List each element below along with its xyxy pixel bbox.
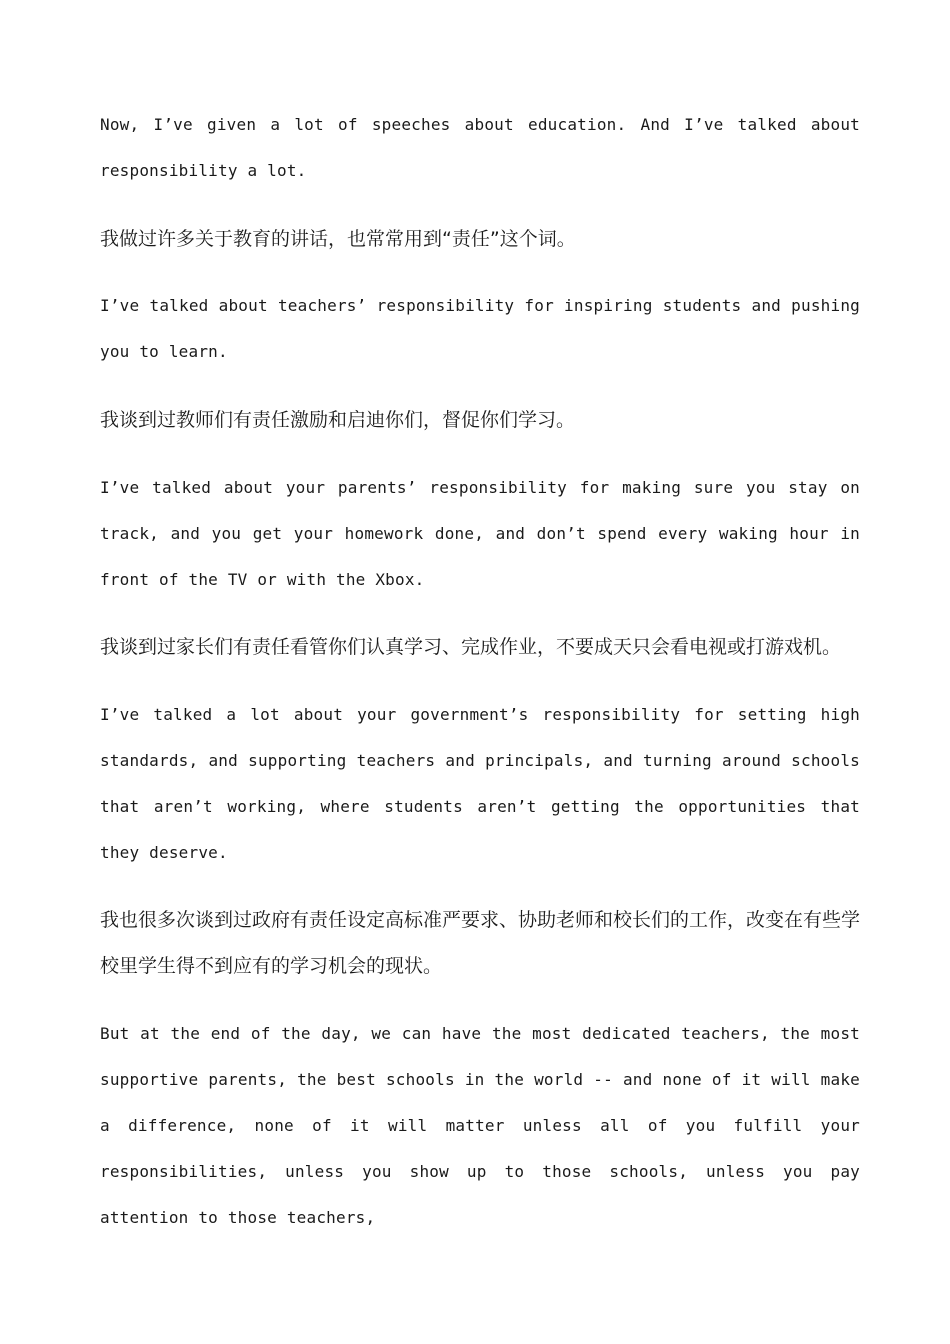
paragraph-chinese-2: 我谈到过教师们有责任激励和启迪你们，督促你们学习。: [100, 409, 576, 431]
paragraph-english-4: I’ve talked a lot about your government’s responsibility for setting high standards, and supporting teachers and principals, and turning around schools that aren’t working, where students aren’t getting the opportunities that they deserve.: [100, 705, 860, 862]
paragraph-chinese-4: 我也很多次谈到过政府有责任设定高标准严要求、协助老师和校长们的工作，改变在有些学校里学生得不到应有的学习机会的现状。: [100, 909, 861, 977]
paragraph-english-2: I’ve talked about teachers’ responsibility for inspiring students and pushing you to learn.: [100, 296, 860, 361]
paragraph-english-1: Now, I’ve given a lot of speeches about education. And I’ve talked about responsibility a lot.: [100, 115, 860, 180]
paragraph-chinese-3: 我谈到过家长们有责任看管你们认真学习、完成作业，不要成天只会看电视或打游戏机。: [100, 636, 842, 658]
paragraph-chinese-1: 我做过许多关于教育的讲话，也常常用到“责任”这个词。: [100, 228, 576, 250]
paragraph-english-5: But at the end of the day, we can have the most dedicated teachers, the most supportive parents, the best schools in the world -- and none of it will make a difference, none of it will matter unless all of you fulfill your responsibilities, unless you show up to those schools, unless you pay attention to those teachers,: [100, 1024, 860, 1227]
paragraph-english-3: I’ve talked about your parents’ responsibility for making sure you stay on track, and you get your homework done, and don’t spend every waking hour in front of the TV or with the Xbox.: [100, 478, 860, 589]
